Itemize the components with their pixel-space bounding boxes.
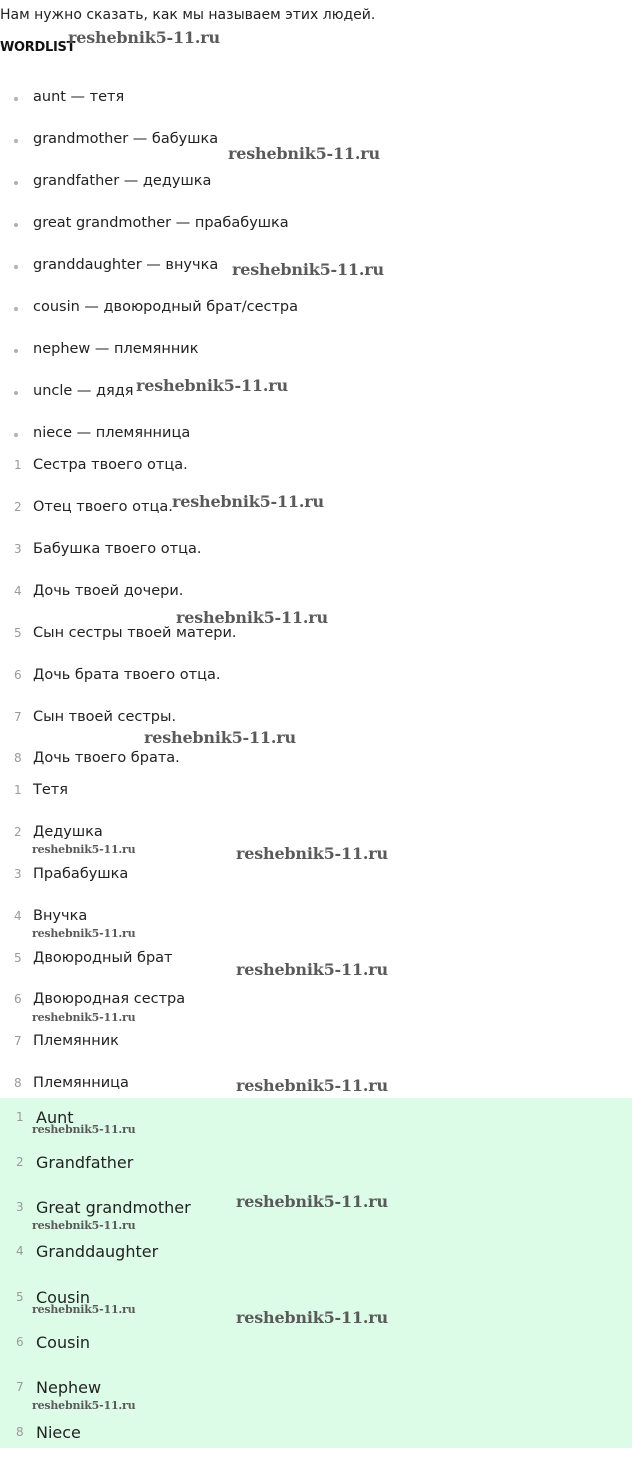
answer-text: Племянник: [33, 1033, 119, 1049]
item-number: 4: [14, 909, 22, 923]
question-text: Бабушка твоего отца.: [33, 541, 202, 557]
item-number: 4: [16, 1244, 24, 1258]
item-number: 1: [14, 783, 22, 797]
item-number: 3: [16, 1200, 24, 1214]
bullet-icon: [14, 97, 18, 101]
answer-text: Племянница: [33, 1075, 129, 1091]
watermark: reshebnik5-11.ru: [68, 28, 220, 47]
bullet-icon: [14, 349, 18, 353]
answer-text: Aunt: [36, 1108, 74, 1127]
item-number: 2: [14, 825, 22, 839]
answer-text: Nephew: [36, 1378, 102, 1397]
answer-text: Прабабушка: [33, 866, 129, 882]
question-text: Сын твоей сестры.: [33, 709, 177, 725]
item-number: 7: [14, 710, 22, 724]
item-number: 6: [16, 1335, 24, 1349]
item-number: 3: [14, 867, 22, 881]
item-number: 2: [16, 1155, 24, 1169]
item-number: 5: [14, 951, 22, 965]
answer-text: Niece: [36, 1423, 81, 1442]
wordlist-item-text: nephew — племянник: [33, 341, 199, 357]
answer-text: Двоюродная сестра: [33, 991, 186, 1007]
question-text: Отец твоего отца.: [33, 499, 173, 515]
item-number: 2: [14, 500, 22, 514]
item-number: 1: [14, 458, 22, 472]
answer-text: Grandfather: [36, 1153, 134, 1172]
watermark: reshebnik5-11.ru: [32, 1399, 136, 1412]
answer-text: Cousin: [36, 1288, 91, 1307]
watermark: reshebnik5-11.ru: [32, 1303, 136, 1316]
item-number: 6: [14, 668, 22, 682]
wordlist-item-text: niece — племянница: [33, 425, 191, 441]
watermark: reshebnik5-11.ru: [32, 927, 136, 940]
answers-en-panel: [0, 1098, 632, 1448]
watermark: reshebnik5-11.ru: [236, 1308, 388, 1327]
watermark: reshebnik5-11.ru: [144, 728, 296, 747]
item-number: 3: [14, 542, 22, 556]
item-number: 8: [14, 1076, 22, 1090]
question-text: Дочь брата твоего отца.: [33, 667, 221, 683]
item-number: 7: [14, 1034, 22, 1048]
question-text: Сестра твоего отца.: [33, 457, 188, 473]
watermark: reshebnik5-11.ru: [32, 1219, 136, 1232]
answer-text: Двоюродный брат: [33, 950, 173, 966]
bullet-icon: [14, 433, 18, 437]
bullet-icon: [14, 391, 18, 395]
watermark: reshebnik5-11.ru: [236, 960, 388, 979]
watermark: reshebnik5-11.ru: [32, 1011, 136, 1024]
answer-text: Внучка: [33, 908, 88, 924]
answer-text: Cousin: [36, 1333, 91, 1352]
watermark: reshebnik5-11.ru: [228, 144, 380, 163]
bullet-icon: [14, 265, 18, 269]
question-text: Сын сестры твоей матери.: [33, 625, 237, 641]
watermark: reshebnik5-11.ru: [236, 1192, 388, 1211]
answer-text: Great grandmother: [36, 1198, 191, 1217]
watermark: reshebnik5-11.ru: [32, 843, 136, 856]
bullet-icon: [14, 223, 18, 227]
item-number: 7: [16, 1380, 24, 1394]
watermark: reshebnik5-11.ru: [32, 1123, 136, 1136]
item-number: 6: [14, 992, 22, 1006]
watermark: reshebnik5-11.ru: [232, 260, 384, 279]
watermark: reshebnik5-11.ru: [136, 376, 288, 395]
answer-text: Дедушка: [33, 824, 103, 840]
item-number: 5: [16, 1290, 24, 1304]
question-text: Дочь твоей дочери.: [33, 583, 184, 599]
bullet-icon: [14, 139, 18, 143]
watermark: reshebnik5-11.ru: [236, 844, 388, 863]
wordlist-item-text: grandfather — дедушка: [33, 173, 212, 189]
wordlist-item-text: great grandmother — прабабушка: [33, 215, 289, 231]
item-number: 8: [16, 1425, 24, 1439]
watermark: reshebnik5-11.ru: [236, 1076, 388, 1095]
wordlist-item-text: uncle — дядя: [33, 383, 134, 399]
item-number: 5: [14, 626, 22, 640]
wordlist-item-text: aunt — тетя: [33, 89, 125, 105]
watermark: reshebnik5-11.ru: [172, 492, 324, 511]
item-number: 4: [14, 584, 22, 598]
wordlist-item-text: cousin — двоюродный брат/сестра: [33, 299, 299, 315]
answer-text: Granddaughter: [36, 1242, 159, 1261]
question-text: Дочь твоего брата.: [33, 750, 180, 766]
item-number: 1: [16, 1110, 24, 1124]
wordlist-title: WORDLIST: [0, 40, 76, 55]
watermark: reshebnik5-11.ru: [176, 608, 328, 627]
answer-text: Тетя: [33, 782, 68, 798]
intro-text: Нам нужно сказать, как мы называем этих людей.: [0, 7, 376, 23]
item-number: 8: [14, 751, 22, 765]
bullet-icon: [14, 307, 18, 311]
wordlist-item-text: grandmother — бабушка: [33, 131, 219, 147]
bullet-icon: [14, 181, 18, 185]
wordlist-item-text: granddaughter — внучка: [33, 257, 219, 273]
